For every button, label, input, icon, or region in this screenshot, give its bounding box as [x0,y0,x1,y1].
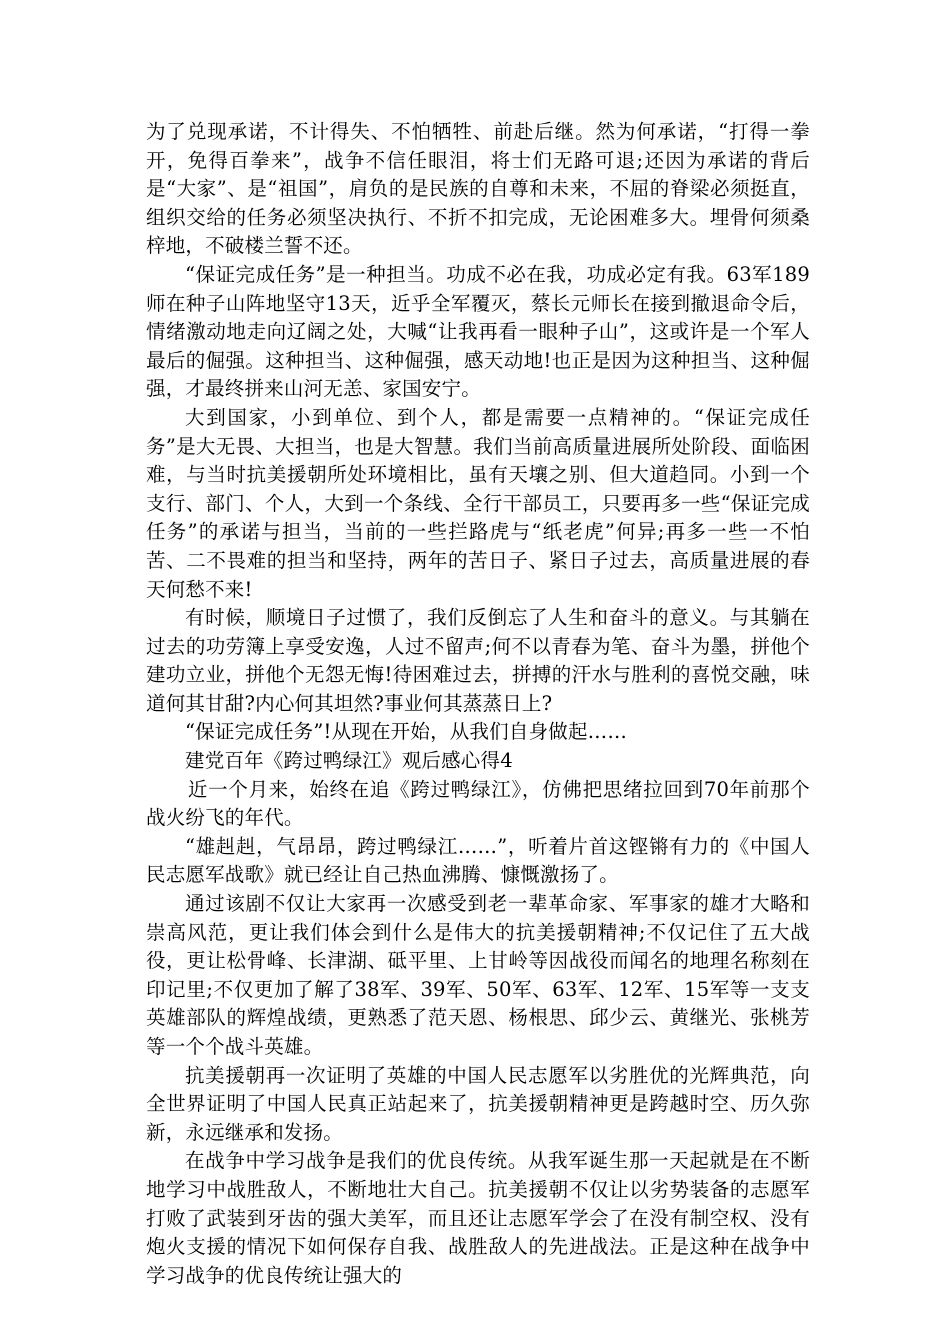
paragraph-5: “保证完成任务”!从现在开始，从我们自身做起…… [185,720,628,744]
paragraph-6: 近一个月来，始终在追《跨过鸭绿江》，仿佛把思绪拉回到70年前那个战火纷飞的年代。 [146,777,810,830]
paragraph-7: “雄赳赳，气昂昂，跨过鸭绿江……”，听着片首这铿锵有力的《中国人民志愿军战歌》就已经让自己热血沸腾、慷慨激扬了。 [146,834,810,887]
section-heading: 建党百年《跨过鸭绿江》观后感心得4 [185,749,513,773]
paragraph-9: 抗美援朝再一次证明了英雄的中国人民志愿军以劣胜优的光辉典范，向全世界证明了中国人民真正站起来了，抗美援朝精神更是跨越时空、历久弥新，永远继承和发扬。 [146,1063,810,1144]
document-body [146,118,810,1290]
paragraph-1: 为了兑现承诺，不计得失、不怕牺牲、前赴后继。然为何承诺，“打得一拳开，免得百拳来”，战争不信任眼泪，将士们无路可退;还因为承诺的背后是“大家”、是“祖国”，肩负的是民族的自尊和未来，不屈的脊梁必须挺直，组织交给的任务必须坚决执行、不折不扣完成，无论困难多大。埋骨何须桑梓地，不破楼兰誓不还。 [146,120,810,258]
paragraph-10: 在战争中学习战争是我们的优良传统。从我军诞生那一天起就是在不断地学习中战胜敌人，不断地壮大自己。抗美援朝不仅让以劣势装备的志愿军打败了武装到牙齿的强大美军，而且还让志愿军学会了在没有制空权、没有炮火支援的情况下如何保存自我、战胜敌人的先进战法。正是这种在战争中学习战争的优良传统让强大的 [146,1149,810,1287]
paragraph-8: 通过该剧不仅让大家再一次感受到老一辈革命家、军事家的雄才大略和崇高风范，更让我们体会到什么是伟大的抗美援朝精神;不仅记住了五大战役，更让松骨峰、长津湖、砥平里、上甘岭等因战役而闻名的地理名称刻在印记里;不仅更加了解了38军、39军、50军、63军、12军、15军等一支支英雄部队的辉煌战绩，更熟悉了范天恩、杨根思、邱少云、黄继光、张桃芳等一个个战斗英雄。 [146,892,810,1058]
paragraph-4: 有时候，顺境日子过惯了，我们反倒忘了人生和奋斗的意义。与其躺在过去的功劳簿上享受安逸，人过不留声;何不以青春为笔、奋斗为墨，拼他个建功立业，拼他个无怨无悔!待困难过去，拼搏的汗水与胜利的喜悦交融，味道何其甘甜?内心何其坦然?事业何其蒸蒸日上? [146,606,810,715]
paragraph-3: 大到国家，小到单位、到个人，都是需要一点精神的。“保证完成任务”是大无畏、大担当，也是大智慧。我们当前高质量进展所处阶段、面临困难，与当时抗美援朝所处环境相比，虽有天壤之别、但大道趋同。小到一个支行、部门、个人，大到一个条线、全行干部员工，只要再多一些“保证完成任务”的承诺与担当，当前的一些拦路虎与“纸老虎”何异;再多一些一不怕苦、二不畏难的担当和坚持，两年的苦日子、紧日子过去，高质量进展的春天何愁不来! [146,405,810,601]
paragraph-2: “保证完成任务”是一种担当。功成不必在我，功成必定有我。63军189师在种子山阵地坚守13天，近乎全军覆灭，蔡长元师长在接到撤退命令后，情绪激动地走向辽阔之处，大喊“让我再看一眼种子山”，这或许是一个军人最后的倔强。这种担当、这种倔强，感天动地!也正是因为这种担当、这种倔强，才最终拼来山河无恙、家国安宁。 [146,262,810,401]
